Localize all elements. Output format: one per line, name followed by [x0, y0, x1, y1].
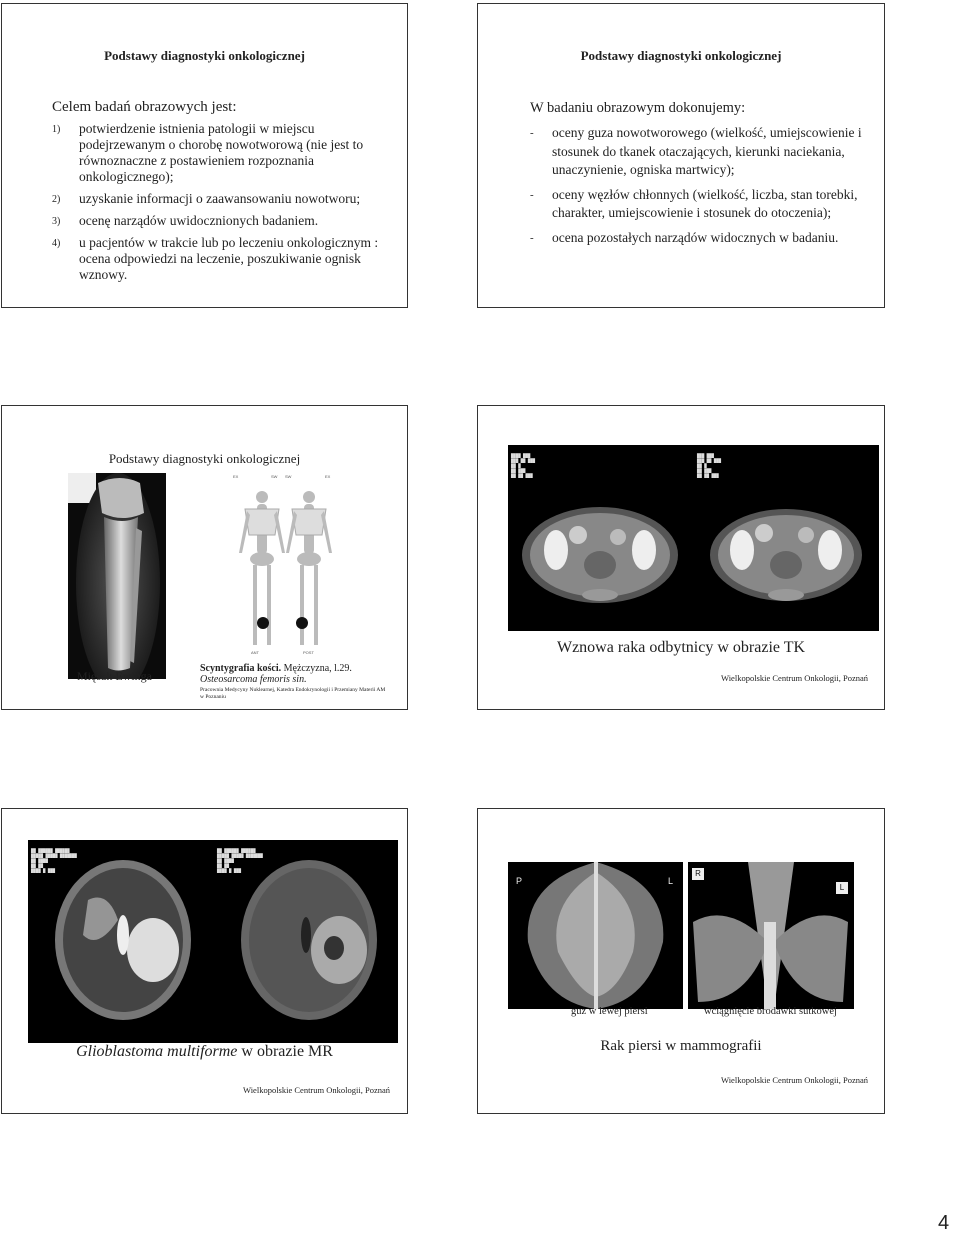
- mr-scan-image: [28, 840, 398, 1043]
- mr-caption: Glioblastoma multiforme w obrazie MR: [76, 1043, 333, 1060]
- label-tumor: guz w lewej piersi: [571, 1006, 648, 1017]
- caption-credit: Pracownia Medycyny Nuklearnej, Katedra Endokrynologii i Przemiany Materii AM w Poznaniu: [200, 687, 386, 700]
- scan-label: SW: [285, 474, 292, 479]
- caption-scintigraphy: Scyntygrafia kości. Mężczyzna, l.29. Osteosarcoma femoris sin.: [200, 663, 352, 685]
- slide-2: [477, 3, 885, 308]
- ct-scan-overlay-text: ████ ███ ███ ██ ███ ██ █ ██ ███ ██ ██ ███: [511, 453, 536, 478]
- slide-1: [1, 3, 408, 308]
- list-item: - oceny guza nowotworowego (wielkość, umiejscowienie i stosunek do tkanek otaczających, kierunki naciekania, unaczynienie, ogniska martwicy);: [530, 125, 862, 177]
- slide-3: [1, 405, 408, 710]
- xray-leg-graphic: [68, 473, 166, 679]
- mammogram-cc-graphic: [508, 862, 683, 1009]
- ct-scan-overlay-text: ███ ███ ███ ██ ███ ██ █ ██ ███ ██ ██ ███: [697, 453, 722, 478]
- list-item: 3) ocenę narządów uwidocznionych badaniem.: [52, 213, 319, 228]
- skeleton-graphic: [227, 473, 347, 657]
- list-item: 1) potwierdzenie istnienia patologii w miejscu podejrzewanym o chorobę nowotworową (nie jest to równoznaczne z postawieniem rozpoznania onkologicznego);: [52, 121, 364, 184]
- caption-ewing: Mięsak Ewinga: [77, 669, 152, 683]
- slide-footer: Wielkopolskie Centrum Onkologii, Poznań: [721, 673, 868, 683]
- side-marker: L: [668, 876, 674, 886]
- mammogram-left-image: [508, 862, 683, 1009]
- scan-label: EX: [233, 474, 239, 479]
- list-item: 4) u pacjentów w trakcie lub po leczeniu onkologicznym : ocena odpowiedzi na leczenie, poszukiwanie ognisk wznowy.: [52, 235, 379, 282]
- assessment-list: [530, 124, 870, 253]
- scan-label: SW: [271, 474, 278, 479]
- page-number: 4: [938, 1212, 950, 1234]
- list-item: - oceny węzłów chłonnych (wielkość, liczba, stan torebki, charakter, umiejscowienie i stosunek do otoczenia);: [530, 186, 858, 220]
- slide-title: Podstawy diagnostyki onkologicznej: [580, 48, 782, 63]
- ct-slice-left: [508, 445, 693, 631]
- scan-label: EX: [325, 474, 331, 479]
- slide-intro: Celem badań obrazowych jest:: [52, 99, 237, 115]
- scan-label: POST: [303, 650, 314, 655]
- xray-image: [68, 473, 166, 679]
- slide-footer: Wielkopolskie Centrum Onkologii, Poznań: [243, 1085, 390, 1095]
- scintigraphy-image: [227, 473, 347, 657]
- list-item: 2) uzyskanie informacji o zaawansowaniu nowotworu;: [52, 191, 361, 206]
- list-item: - ocena pozostałych narządów widocznych w badaniu.: [530, 229, 839, 245]
- scan-label: ANT: [251, 650, 259, 655]
- ct-slice-right: [694, 445, 879, 631]
- slide-footer: Wielkopolskie Centrum Onkologii, Poznań: [721, 1075, 868, 1085]
- mr-scan-overlay-text: ██ ██████ ██████ █████ █████ ███████ ██ ████ ██ ██ ████ █ ███: [31, 848, 77, 873]
- ct-scan-image: [508, 445, 879, 631]
- slide-intro: W badaniu obrazowym dokonujemy:: [530, 100, 746, 116]
- slide-title: Podstawy diagnostyki onkologicznej: [104, 48, 305, 63]
- mammography-caption: Rak piersi w mammografii: [600, 1038, 762, 1054]
- side-marker: R: [692, 868, 704, 880]
- mr-scan-overlay-text: ██ ██████ ██████ █████ █████ ███████ ██ ████ ██ ██ ████ █ ███: [217, 848, 263, 873]
- side-marker: L: [836, 882, 848, 894]
- mammogram-right-image: [688, 862, 854, 1009]
- mammogram-mlo-graphic: [688, 862, 854, 1009]
- slide-title: Podstawy diagnostyki onkologicznej: [108, 451, 301, 466]
- ct-caption: Wznowa raka odbytnicy w obrazie TK: [556, 639, 806, 656]
- slide-6: [477, 808, 885, 1114]
- slide-4: [477, 405, 885, 710]
- objectives-list: [52, 121, 397, 289]
- label-nipple: wciągnięcie brodawki sutkowej: [704, 1006, 837, 1017]
- slide-5: [1, 808, 408, 1114]
- side-marker: P: [516, 876, 523, 886]
